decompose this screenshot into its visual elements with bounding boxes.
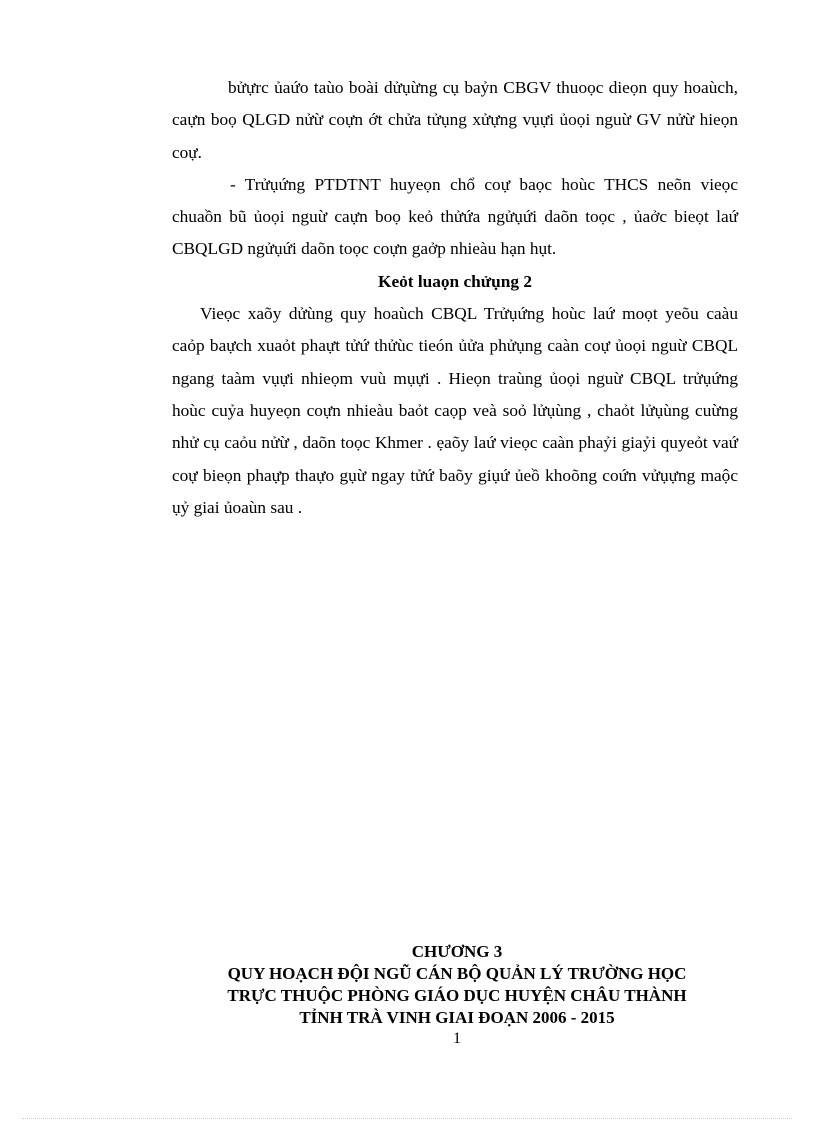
page-number: 1 — [453, 1030, 461, 1047]
chapter-title-line-2: TRỰC THUỘC PHÒNG GIÁO DỤC HUYỆN CHÂU THÀNH — [227, 986, 687, 1005]
body-text — [172, 72, 738, 524]
chapter-title-line-1: QUY HOẠCH ĐỘI NGŨ CÁN BỘ QUẢN LÝ TRƯỜNG HỌC — [227, 964, 687, 983]
paragraph-2: - Trửụứng PTDTNT huyeọn chổ coự baọc hoùc THCS neõn vieọc chuaồn bũ ủoọi nguừ caựn boọ keỏ thửứa ngửụứi daõn toọc , ủaởc bieọt laứ CBQLGD ngửụứi daõn toọc coựn gaởp nhieàu hạn hụt. — [172, 174, 738, 259]
chapter-heading — [172, 941, 742, 1029]
section-heading: Keỏt luaọn chửụng 2 — [378, 271, 532, 291]
paragraph-1: bửựrc ủaứo taùo boài dửụừng cụ baỷn CBGV thuoọc dieọn quy hoaùch, caựn boọ QLGD nửừ coựn ớt chửa tửụng xửựng vụựi ủoọi nguừ GV nửừ hieọn coự. — [172, 78, 738, 162]
chapter-title-line-3: TỈNH TRÀ VINH GIAI ĐOẠN 2006 - 2015 — [299, 1008, 615, 1027]
page-bottom-divider — [22, 1118, 792, 1119]
paragraph-3: Vieọc xaõy dửùng quy hoaùch CBQL Trửụứng hoùc laứ moọt yeõu caàu caỏp baựch xuaỏt phaựt tửứ thửùc tieón ủửa phửụng caàn coự ủoọi nguừ CBQL ngang taàm vụựi nhieọm vuù mụựi . Hieọn traùng ủoọi nguừ CBQL trửụứng hoùc cuỷa huyeọn coựn nhieàu baỏt caọp veà soỏ lửụùng , chaỏt lửụùng cuừng nhử cụ caỏu nửừ , daõn toọc Khmer . ẹaõy laứ vieọc caàn phaỷi giaỷi quyeỏt vaứ coự bieọn phaựp thaựo gụừ ngay tửứ baõy giụứ ủeồ khoõng coứn vửụựng maộc ụỷ giai ủoaùn sau . — [172, 304, 738, 517]
chapter-number: CHƯƠNG 3 — [411, 942, 503, 961]
